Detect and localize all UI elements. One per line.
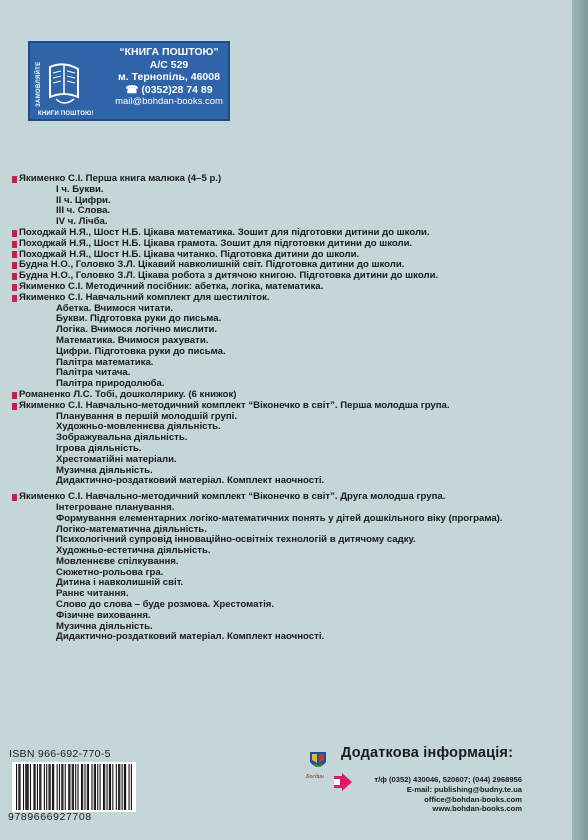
barcode-bar	[59, 764, 60, 810]
barcode-bar	[91, 764, 92, 810]
barcode-bar	[48, 764, 49, 810]
barcode-bar	[72, 764, 73, 810]
catalog-item-text: ІІІ ч. Слова.	[56, 205, 111, 217]
barcode-bar	[30, 764, 31, 810]
bullet-square-icon	[12, 251, 17, 258]
bullet-square-icon	[12, 273, 17, 280]
bullet-square-icon	[12, 262, 17, 269]
barcode-bar	[77, 764, 78, 810]
catalog-item-text: Раннє читання.	[56, 588, 129, 600]
catalog-item-text: Математика. Вчимося рахувати.	[56, 334, 209, 346]
catalog-subitem	[12, 514, 532, 525]
catalog-item-text: Букви. Підготовка руки до письма.	[56, 313, 222, 325]
catalog-item-text: Фізичне виховання.	[56, 609, 151, 621]
catalog-item	[12, 239, 532, 250]
arrow-icon	[332, 772, 354, 792]
catalog-item-text: Зображувальна діяльність.	[56, 432, 188, 444]
catalog-item-text: Дидактично-роздатковий матеріал. Комплект наочності.	[56, 475, 325, 487]
catalog-item-text: Хрестоматійні матеріали.	[56, 453, 177, 465]
barcode-bar	[16, 764, 17, 810]
barcode-bar	[46, 764, 47, 810]
barcode-bar	[23, 764, 24, 810]
barcode-bar	[57, 764, 58, 810]
barcode-bar	[39, 764, 40, 810]
barcode-bar	[125, 764, 126, 810]
barcode-bar	[131, 764, 132, 810]
catalog-item-text: Будна Н.О., Головко З.Л. Цікавий навколишній світ. Підготовка дитини до школи.	[19, 259, 405, 271]
isbn-label: ISBN 966-692-770-5	[9, 748, 111, 760]
barcode-bar	[19, 764, 20, 810]
bullet-square-icon	[12, 392, 17, 399]
barcode-bar	[75, 764, 76, 810]
barcode-bar	[104, 764, 105, 810]
mail-logo-subtitle: КНИГИ ПОШТОЮ!	[38, 111, 94, 117]
catalog-item-text: Музична діяльність.	[56, 620, 153, 632]
barcode-bar	[116, 764, 117, 810]
barcode-bar	[84, 764, 85, 810]
catalog-item-text: Логіко-математична діяльність.	[56, 523, 207, 535]
catalog-item-text: Психологічний супровід інноваційно-освітніх технологій в дитячому садку.	[56, 534, 416, 546]
barcode-bar	[26, 764, 27, 810]
catalog-subitem	[12, 455, 532, 466]
page-edge	[572, 0, 588, 840]
barcode-bar	[109, 764, 110, 810]
barcode-bar	[124, 764, 125, 810]
barcode-bar	[103, 764, 104, 810]
barcode-bar	[129, 764, 130, 810]
barcode-bar	[44, 764, 45, 810]
barcode-bar	[88, 764, 89, 810]
bullet-square-icon	[12, 241, 17, 248]
bullet-square-icon	[12, 284, 17, 291]
barcode-bar	[81, 764, 82, 810]
catalog-item-text: Художньо-естетична діяльність.	[56, 545, 211, 557]
barcode-bar	[95, 764, 96, 810]
catalog-item-text: Абетка. Вчимося читати.	[56, 302, 174, 314]
catalog-item-text: Палітра читача.	[56, 367, 131, 379]
catalog-item-text: Романенко Л.С. Тобі, дошколярику. (6 книжок)	[19, 388, 237, 400]
catalog-item-text: Цифри. Підготовка руки до письма.	[56, 345, 226, 357]
catalog-item	[12, 401, 532, 412]
catalog-item-text: ІV ч. Лічба.	[56, 216, 108, 228]
bullet-square-icon	[12, 176, 17, 183]
barcode-bar	[73, 764, 74, 810]
catalog-item-text: Якименко С.І. Методичний посібник: абетка, логіка, математика.	[19, 280, 324, 292]
barcode-bar	[62, 764, 63, 810]
barcode-bar	[68, 764, 69, 810]
barcode-bar	[50, 764, 51, 810]
catalog-item-text: Художньо-мовленнєва діяльність.	[56, 421, 221, 433]
bullet-square-icon	[12, 295, 17, 302]
catalog-item-text: Дидактично-роздатковий матеріал. Комплект наочності.	[56, 631, 325, 643]
info-email[interactable]: E-mail: publishing@budny.te.ua	[406, 784, 522, 794]
barcode-bar	[106, 764, 107, 810]
catalog-item-text: Якименко С.І. Навчально-методичний комплект “Віконечко в світ”. Друга молодша група.	[19, 491, 446, 503]
barcode-bar	[97, 764, 98, 810]
barcode-bar	[28, 764, 29, 810]
barcode-bar	[94, 764, 95, 810]
mail-order-box	[28, 41, 230, 121]
catalog-item	[12, 293, 532, 304]
bullet-square-icon	[12, 403, 17, 410]
mail-email[interactable]: mail@bohdan-books.com	[115, 96, 223, 107]
barcode-bar	[40, 764, 41, 810]
catalog-item-text: Палітра природолюба.	[56, 378, 165, 390]
catalog-item-text: Формування елементарних логіко-математичних понять у дітей дошкільного віку (програма).	[56, 512, 503, 524]
catalog-item-text: Якименко С.І. Перша книга малюка (4–5 р.)	[19, 173, 222, 184]
info-contacts	[362, 775, 522, 814]
catalog-item-text: Сюжетно-рольова гра.	[56, 566, 164, 578]
barcode-bar	[100, 764, 101, 810]
catalog-subitem	[12, 185, 532, 196]
info-office-email[interactable]: office@bohdan-books.com	[424, 794, 522, 804]
barcode-bar	[118, 764, 119, 810]
barcode-bar	[82, 764, 83, 810]
barcode-bar	[33, 764, 34, 810]
catalog-item-text: Якименко С.І. Навчально-методичний комплект “Віконечко в світ”. Перша молодша група.	[19, 399, 450, 411]
catalog-subitem	[12, 347, 532, 358]
bullet-square-icon	[12, 494, 17, 501]
catalog-item-text: Будна Н.О., Головко З.Л. Цікава робота з дитячою книгою. Підготовка дитини до школи.	[19, 270, 439, 282]
barcode-bar	[35, 764, 36, 810]
barcode-bar	[112, 764, 113, 810]
mail-address	[110, 46, 228, 109]
catalog-item-text: ІІ ч. Цифри.	[56, 194, 111, 206]
barcode-bar	[53, 764, 54, 810]
barcode-number: 9789666927708	[8, 811, 92, 823]
mail-title: “КНИГА ПОШТОЮ”	[119, 46, 219, 58]
mail-phone: ☎ (0352)28 74 89	[125, 83, 213, 96]
bullet-square-icon	[12, 230, 17, 237]
catalog-item-text: Дитина і навколишній світ.	[56, 577, 184, 589]
mail-side-text: ЗАМОВЛЯЙТЕ	[36, 61, 42, 107]
catalog-item-text: Походжай Н.Я., Шост Н.Б. Цікава грамота. Зошит для підготовки дитини до школи.	[19, 237, 413, 249]
catalog-item-text: Ігрова діяльність.	[56, 442, 142, 454]
catalog-item-text: Походжай Н.Я., Шост Н.Б. Цікава математика. Зошит для підготовки дитини до школи.	[19, 226, 430, 238]
publisher-logo-text: Богдан	[306, 774, 324, 780]
barcode-bar	[25, 764, 26, 810]
info-website[interactable]: www.bohdan-books.com	[432, 804, 522, 814]
catalog-item-text: Музична діяльність.	[56, 464, 153, 476]
publisher-logo-icon	[308, 750, 328, 772]
catalog-item-text: Походжай Н.Я., Шост Н.Б. Цікава читанко. Підготовка дитини до школи.	[19, 248, 360, 260]
catalog-list	[12, 174, 532, 643]
barcode-bar	[18, 764, 19, 810]
catalog-subitem	[12, 476, 532, 487]
barcode-bar	[61, 764, 62, 810]
barcode-bar	[65, 764, 66, 810]
info-phone: т/ф (0352) 430046, 520607; (044) 2968956	[374, 775, 522, 784]
catalog-item-text: І ч. Букви.	[56, 183, 104, 195]
barcode-bar	[119, 764, 120, 810]
catalog-item-text: Слово до слова – буде розмова. Хрестоматія.	[56, 599, 275, 611]
barcode-bar	[69, 764, 70, 810]
info-title: Додаткова інформація:	[341, 745, 514, 761]
mail-box-number: А/С 529	[149, 58, 189, 71]
barcode-bar	[110, 764, 111, 810]
catalog-item-text: Інтегроване планування.	[56, 501, 175, 513]
barcode-bar	[52, 764, 53, 810]
catalog-item-text: Палітра математика.	[56, 356, 154, 368]
barcode-bar	[87, 764, 88, 810]
catalog-item-text: Якименко С.І. Навчальний комплект для шестиліток.	[19, 291, 270, 303]
catalog-subitem	[12, 632, 532, 643]
catalog-item-text: Планування в першій молодшій групі.	[56, 410, 237, 422]
catalog-item-text: Мовленнєве спілкування.	[56, 555, 179, 567]
mail-city: м. Тернопіль, 46008	[118, 71, 220, 83]
barcode-bar	[37, 764, 38, 810]
barcode-bar	[122, 764, 123, 810]
catalog-item-text: Логіка. Вчимося логічно мислити.	[56, 324, 218, 336]
barcode	[12, 762, 136, 812]
